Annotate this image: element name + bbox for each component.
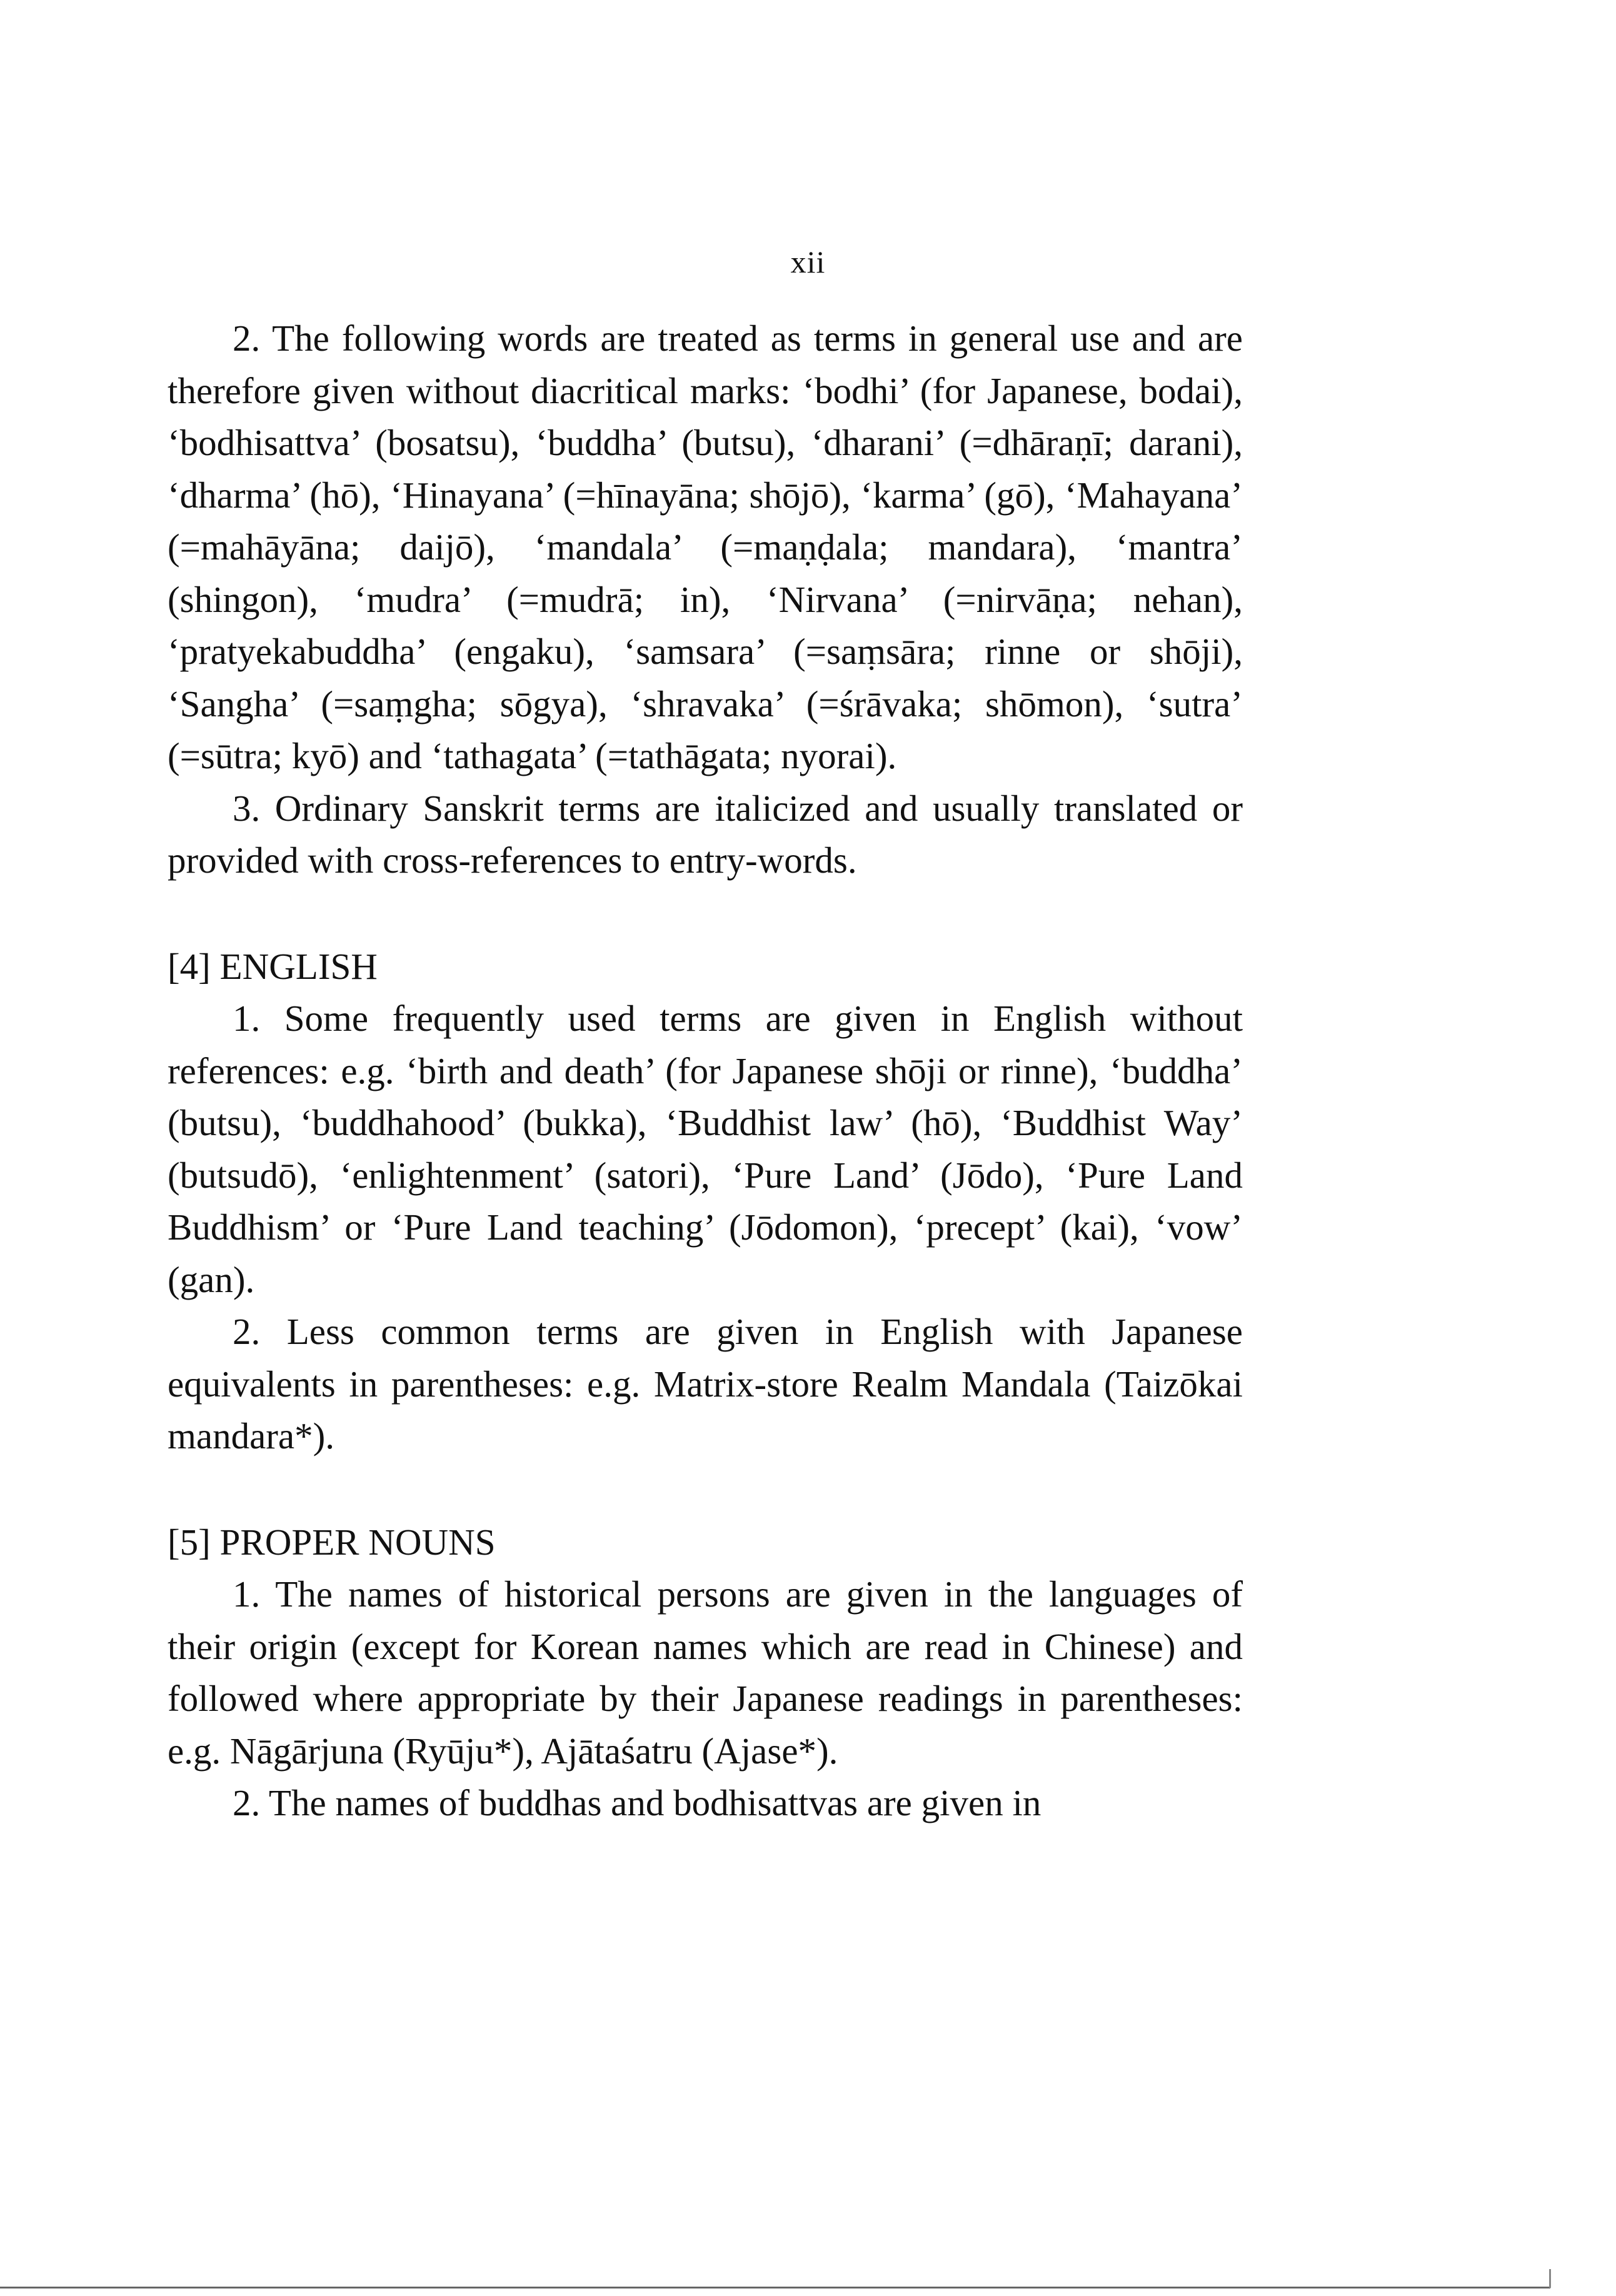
- paragraph-english-frequent-terms: 1. Some frequently used terms are given in English without references: e.g. ‘birth and death’ (for Japanese shōji or rinne), ‘buddha’ (butsu), ‘buddhahood’ (bukka), ‘Buddhist law’ (hō), ‘Buddhist Way’ (butsudō), ‘enlightenment’ (satori), ‘Pure Land’ (Jōdo), ‘Pure Land Buddhism’ or ‘Pure Land teaching’ (Jōdomon), ‘precept’ (kai), ‘vow’ (gan).: [168, 998, 1243, 1300]
- section-heading-english: [4] ENGLISH: [168, 945, 378, 987]
- paragraph-sanskrit-terms: 3. Ordinary Sanskrit terms are italicized and usually translated or provided with cross-references to entry-words.: [168, 787, 1243, 881]
- paragraph-english-less-common-terms: 2. Less common terms are given in English with Japanese equivalents in parentheses: e.g. Matrix-store Realm Mandala (Taizōkai mandara*).: [168, 1311, 1243, 1456]
- scan-edge-mark: [1549, 2269, 1551, 2288]
- section-proper-nouns: [168, 1516, 1243, 1830]
- paragraph-buddhas-bodhisattvas: 2. The names of buddhas and bodhisattvas are given in: [233, 1782, 1041, 1823]
- section-heading-proper-nouns: [5] PROPER NOUNS: [168, 1521, 496, 1563]
- paragraph-historical-persons: 1. The names of historical persons are given in the languages of their origin (except for Korean names which are read in Chinese) and followed where appropriate by their Japanese readings in parentheses: e.g. Nāgārjuna (Ryūju*), Ajātaśatru (Ajase*).: [168, 1573, 1243, 1772]
- section-english: [168, 941, 1243, 1463]
- page-body: [168, 313, 1243, 1830]
- bottom-scan-edge-line: [0, 2287, 1550, 2288]
- paragraph-general-use-terms: 2. The following words are treated as terms in general use and are therefore given without diacritical marks: ‘bodhi’ (for Japanese, bodai), ‘bodhisattva’ (bosatsu), ‘buddha’ (butsu), ‘dharani’ (=dhāraṇī; darani), ‘dharma’ (hō), ‘Hinayana’ (=hīnayāna; shōjō), ‘karma’ (gō), ‘Mahayana’ (=mahāyāna; daijō), ‘mandala’ (=maṇḍala; mandara), ‘mantra’ (shingon), ‘mudra’ (=mudrā; in), ‘Nirvana’ (=nirvāṇa; nehan), ‘pratyekabuddha’ (engaku), ‘samsara’ (=saṃsāra; rinne or shōji), ‘Sangha’ (=saṃgha; sōgya), ‘shravaka’ (=śrāvaka; shōmon), ‘sutra’ (=sūtra; kyō) and ‘tathagata’ (=tathāgata; nyorai).: [168, 318, 1243, 776]
- page-number: xii: [790, 244, 826, 279]
